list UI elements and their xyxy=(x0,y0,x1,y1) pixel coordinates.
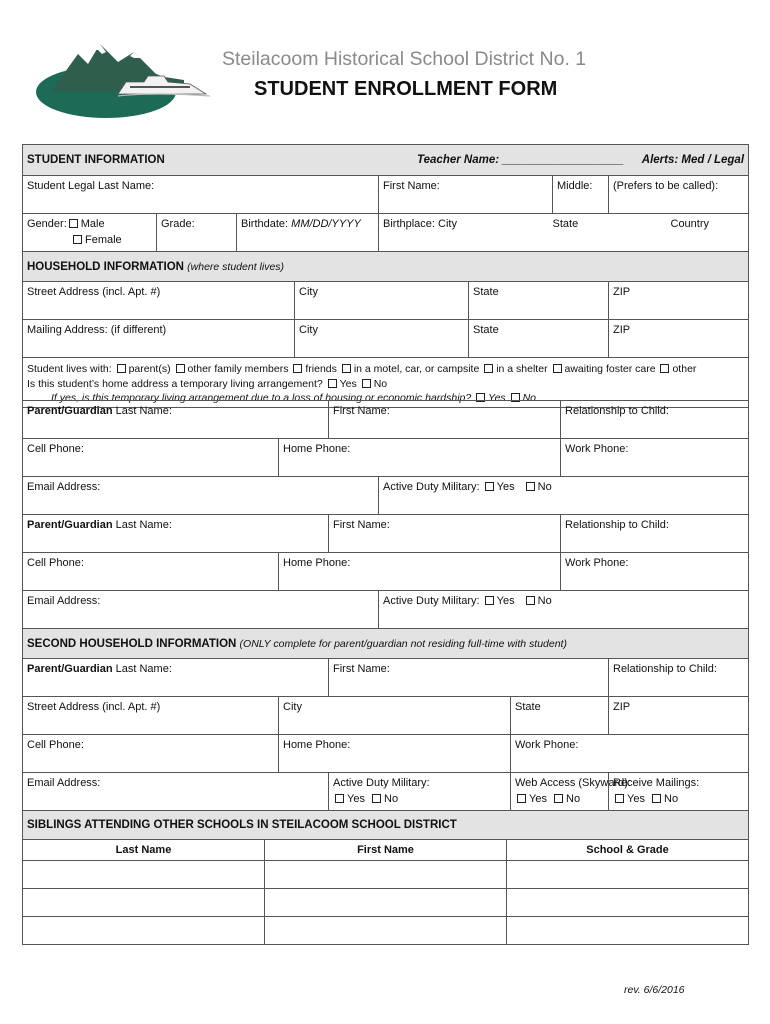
household-info-header: HOUSEHOLD INFORMATION (where student lives) xyxy=(23,252,749,282)
guardian2-home-phone-field[interactable]: Home Phone: xyxy=(279,553,561,591)
alerts-label: Alerts: Med / Legal xyxy=(641,154,745,166)
sibling-last-name-cell[interactable] xyxy=(23,861,265,889)
second-zip-field[interactable]: ZIP xyxy=(609,697,749,735)
street-address-field[interactable]: Street Address (incl. Apt. #) xyxy=(23,282,295,320)
guardian-table xyxy=(22,400,749,629)
other-family-checkbox[interactable] xyxy=(176,364,185,373)
guardian1-last-name-field[interactable]: Parent/Guardian Last Name: xyxy=(23,401,329,439)
web-access-no-checkbox[interactable] xyxy=(554,794,563,803)
guardian2-military-field: Active Duty Military: Yes No xyxy=(379,591,749,629)
foster-checkbox[interactable] xyxy=(553,364,562,373)
siblings-column-headers xyxy=(23,840,749,861)
student-info-header xyxy=(23,145,749,176)
temporary-no-checkbox[interactable] xyxy=(362,379,371,388)
temporary-yes-checkbox[interactable] xyxy=(328,379,337,388)
second-email-field[interactable]: Email Address: xyxy=(23,773,329,811)
grade-field[interactable]: Grade: xyxy=(157,214,237,252)
second-military-yes-checkbox[interactable] xyxy=(335,794,344,803)
guardian2-work-phone-field[interactable]: Work Phone: xyxy=(561,553,749,591)
student-first-name-field[interactable]: First Name: xyxy=(379,176,553,214)
second-street-row xyxy=(23,697,749,735)
guardian1-military-yes-checkbox[interactable] xyxy=(485,482,494,491)
sibling-first-name-cell[interactable] xyxy=(265,917,507,945)
guardian1-cell-field[interactable]: Cell Phone: xyxy=(23,439,279,477)
guardian2-phone-row xyxy=(23,553,749,591)
guardian1-military-field: Active Duty Military: Yes No xyxy=(379,477,749,515)
male-checkbox[interactable] xyxy=(69,219,78,228)
second-street-field[interactable]: Street Address (incl. Apt. #) xyxy=(23,697,279,735)
second-web-access-field: Web Access (Skyward): Yes No xyxy=(511,773,609,811)
hardship-question: If yes, is this temporary living arrangement due to a loss of housing or economic hardship? xyxy=(51,392,472,404)
second-military-field: Active Duty Military: Yes No xyxy=(329,773,511,811)
guardian2-first-name-field[interactable]: First Name: xyxy=(329,515,561,553)
second-cell-field[interactable]: Cell Phone: xyxy=(23,735,279,773)
siblings-col-school-grade: School & Grade xyxy=(507,840,749,861)
sibling-row xyxy=(23,917,749,945)
district-name: Steilacoom Historical School District No. 1 xyxy=(222,48,587,70)
state-field[interactable]: State xyxy=(469,282,609,320)
female-checkbox[interactable] xyxy=(73,235,82,244)
friends-checkbox[interactable] xyxy=(293,364,302,373)
form-title: STUDENT ENROLLMENT FORM xyxy=(254,78,558,100)
sibling-school-grade-cell[interactable] xyxy=(507,917,749,945)
guardian2-relationship-field[interactable]: Relationship to Child: xyxy=(561,515,749,553)
siblings-col-last-name: Last Name xyxy=(23,840,265,861)
student-household-table xyxy=(22,144,749,408)
siblings-table xyxy=(22,810,749,945)
mailings-yes-checkbox[interactable] xyxy=(615,794,624,803)
second-work-phone-field[interactable]: Work Phone: xyxy=(511,735,749,773)
guardian2-military-no-checkbox[interactable] xyxy=(526,596,535,605)
student-name-row xyxy=(23,176,749,214)
guardian1-relationship-field[interactable]: Relationship to Child: xyxy=(561,401,749,439)
second-mailings-field: Receive Mailings: Yes No xyxy=(609,773,749,811)
guardian2-military-yes-checkbox[interactable] xyxy=(485,596,494,605)
second-guardian-last-name-field[interactable]: Parent/Guardian Last Name: xyxy=(23,659,329,697)
second-guardian-name-row xyxy=(23,659,749,697)
sibling-last-name-cell[interactable] xyxy=(23,889,265,917)
student-last-name-field[interactable]: Student Legal Last Name: xyxy=(23,176,379,214)
sibling-school-grade-cell[interactable] xyxy=(507,861,749,889)
living-situation-row: Student lives with: parent(s) other family members friends in a motel, car, or campsite in a shelter awaiting foster care other Is this student’s home address a temporary living arrangement? Yes No If yes, is this temporary living arrangement due to a loss of housing or economic hardship? Yes No xyxy=(23,358,749,408)
second-state-field[interactable]: State xyxy=(511,697,609,735)
web-access-yes-checkbox[interactable] xyxy=(517,794,526,803)
second-guardian-first-name-field[interactable]: First Name: xyxy=(329,659,609,697)
siblings-header: SIBLINGS ATTENDING OTHER SCHOOLS IN STEILACOOM SCHOOL DISTRICT xyxy=(23,811,749,840)
mailing-state-field[interactable]: State xyxy=(469,320,609,358)
city-field[interactable]: City xyxy=(295,282,469,320)
student-middle-name-field[interactable]: Middle: xyxy=(553,176,609,214)
second-email-row xyxy=(23,773,749,811)
mailing-address-row xyxy=(23,320,749,358)
siblings-col-first-name: First Name xyxy=(265,840,507,861)
temporary-question: Is this student’s home address a temporary living arrangement? xyxy=(27,377,323,390)
shelter-checkbox[interactable] xyxy=(484,364,493,373)
gender-field: Gender: Male Female xyxy=(23,214,157,252)
street-address-row xyxy=(23,282,749,320)
zip-field[interactable]: ZIP xyxy=(609,282,749,320)
birthplace-field[interactable]: Birthplace: City State Country xyxy=(379,214,749,252)
parents-checkbox[interactable] xyxy=(117,364,126,373)
mailings-no-checkbox[interactable] xyxy=(652,794,661,803)
second-phone-row xyxy=(23,735,749,773)
guardian2-name-row xyxy=(23,515,749,553)
guardian1-military-no-checkbox[interactable] xyxy=(526,482,535,491)
guardian1-work-phone-field[interactable]: Work Phone: xyxy=(561,439,749,477)
guardian1-home-phone-field[interactable]: Home Phone: xyxy=(279,439,561,477)
guardian2-email-row xyxy=(23,591,749,629)
sibling-row xyxy=(23,889,749,917)
guardian1-email-row xyxy=(23,477,749,515)
student-preferred-name-field[interactable]: (Prefers to be called): xyxy=(609,176,749,214)
sibling-school-grade-cell[interactable] xyxy=(507,889,749,917)
guardian1-email-field[interactable]: Email Address: xyxy=(23,477,379,515)
district-logo xyxy=(34,36,214,120)
mailing-zip-field[interactable]: ZIP xyxy=(609,320,749,358)
guardian2-cell-field[interactable]: Cell Phone: xyxy=(23,553,279,591)
sibling-row xyxy=(23,861,749,889)
guardian2-last-name-field[interactable]: Parent/Guardian Last Name: xyxy=(23,515,329,553)
second-household-header: SECOND HOUSEHOLD INFORMATION (ONLY complete for parent/guardian not residing full-time with student) xyxy=(23,629,749,659)
revision-date: rev. 6/6/2016 xyxy=(624,984,685,996)
guardian1-first-name-field[interactable]: First Name: xyxy=(329,401,561,439)
sibling-first-name-cell[interactable] xyxy=(265,861,507,889)
guardian1-name-row xyxy=(23,401,749,439)
mailing-address-field[interactable]: Mailing Address: (if different) xyxy=(23,320,295,358)
second-home-phone-field[interactable]: Home Phone: xyxy=(279,735,511,773)
sibling-last-name-cell[interactable] xyxy=(23,917,265,945)
mailing-city-field[interactable]: City xyxy=(295,320,469,358)
second-military-no-checkbox[interactable] xyxy=(372,794,381,803)
guardian1-phone-row xyxy=(23,439,749,477)
motel-checkbox[interactable] xyxy=(342,364,351,373)
other-checkbox[interactable] xyxy=(660,364,669,373)
teacher-name-field[interactable]: Teacher Name: ___________________ xyxy=(417,154,624,166)
second-household-table xyxy=(22,628,749,811)
birthdate-field[interactable]: Birthdate: MM/DD/YYYY xyxy=(237,214,379,252)
second-city-field[interactable]: City xyxy=(279,697,511,735)
student-info-title: STUDENT INFORMATION xyxy=(27,154,165,166)
second-guardian-relationship-field[interactable]: Relationship to Child: xyxy=(609,659,749,697)
sibling-first-name-cell[interactable] xyxy=(265,889,507,917)
student-details-row xyxy=(23,214,749,252)
guardian2-email-field[interactable]: Email Address: xyxy=(23,591,379,629)
